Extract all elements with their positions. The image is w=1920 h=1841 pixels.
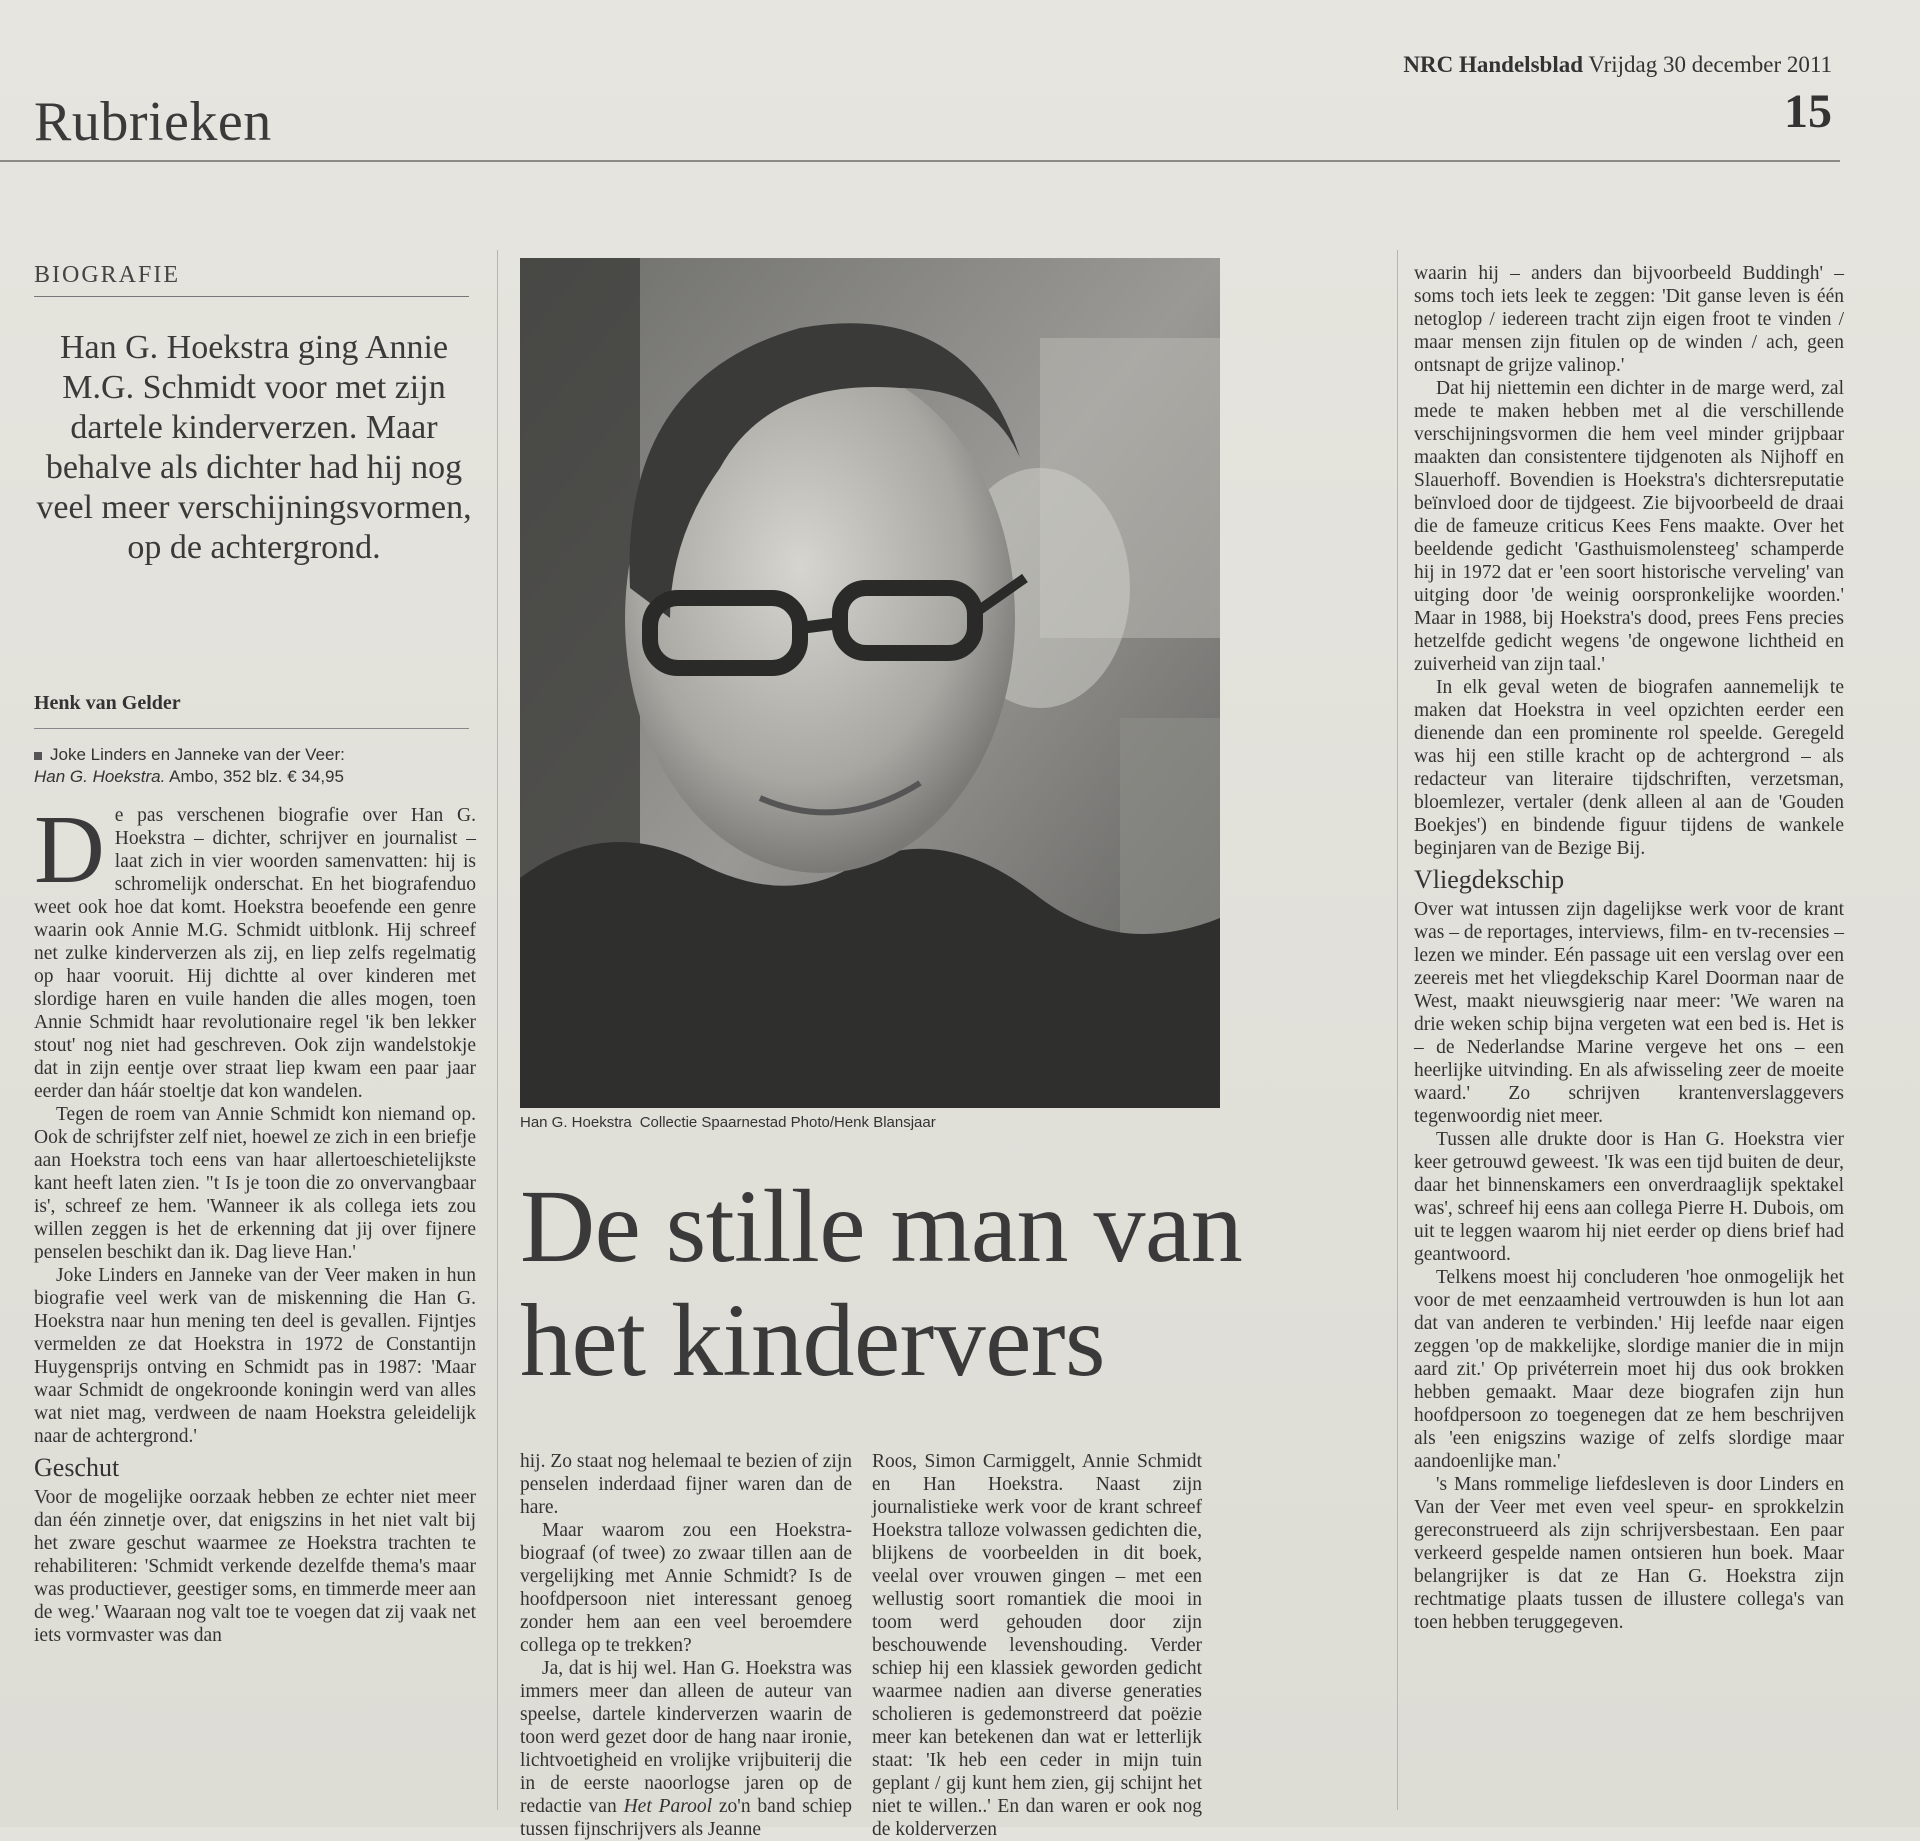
newspaper-name: NRC Handelsblad [1403,52,1583,77]
byline-rule [34,728,469,729]
paragraph: Maar waarom zou een Hoekstra-biograaf (of twee) zo zwaar tillen aan de vergelijking met Annie Schmidt? Is de hoofdpersoon niet interessant genoeg zonder hem aan een veel beroemdere collega op te trekken? [520,1520,852,1656]
paragraph: hij. Zo staat nog helemaal te bezien of zijn penselen inderdaad fijner waren dan de hare. [520,1451,852,1518]
caption-subject: Han G. Hoekstra [520,1114,632,1131]
photo-caption [520,1114,936,1131]
column-divider [497,250,498,1810]
book-info [34,744,474,788]
paragraph: Voor de mogelijke oorzaak hebben ze echter niet meer dan één zinnetje over, dat enigszins in het niet valt bij het zware geschut waarmee ze Hoekstra trachten te rehabiliteren: 'Schmidt verkende dezelfde thema's maar was productiever, geestiger soms, en timmerde meer aan de weg.' Waaraan nog valt toe te voegen dat zij vaak net iets vormvaster was dan [34,1487,476,1646]
photo-credit: Collectie Spaarnestad Photo/Henk Blansjaar [639,1114,936,1131]
masthead [1403,52,1832,78]
paragraph: In elk geval weten de biografen aannemelijk te maken dat Hoekstra in veel opzichten eerder een dienende dan een prominente rol speelde. Geregeld was hij een stille kracht op de achtergrond – als redacteur van literaire tijdschriften, verzetsman, bloemlezer, vertaler (denk alleen al aan de 'Gouden Boekjes') en bindende figuur tijdens de wankele beginjaren van de Bezige Bij. [1414,677,1844,859]
paragraph: Joke Linders en Janneke van der Veer maken in hun biografie veel werk van de miskenning die Han G. Hoekstra naar hun mening ten deel is gevallen. Fijntjes vermelden ze dat Hoekstra in 1972 de Constantijn Huygensprijs ontving en Schmidt pas in 1987: 'Maar waar Schmidt de ongekroonde koningin werd van alles wat niet mag, verdween de naam Hoekstra geleidelijk naar de achtergrond.' [34,1265,476,1447]
portrait-image-icon [520,258,1220,1108]
book-title: Han G. Hoekstra. [34,767,166,786]
paragraph: Over wat intussen zijn dagelijkse werk voor de krant was – de reportages, interviews, film- en tv-recensies – lezen we minder. Eén passage uit een verslag over een zeereis met het vliegdekschip Karel Doorman naar de West, maakt nieuwsgierig naar meer: 'We waren na drie weken schip bijna vergeten wat een bed is. Het is – de Nederlandse Marine vergeve het ons – een heerlijke uitvinding. En als afwisseling zeer de moeite waard.' Zo schrijven krantenverslaggevers tegenwoordig niet meer. [1414,899,1844,1127]
issue-date: Vrijdag 30 december 2011 [1588,52,1832,77]
paragraph: Dat hij niettemin een dichter in de marge werd, zal mede te maken hebben met al die verschillende verschijningsvormen die hem veel minder grijpbaar maakten dan consistentere tijdgenoten als Nijhoff en Slauerhoff. Bovendien is Hoekstra's dichtersreputatie beïnvloed door de tijdgeest. Zie bijvoorbeeld de draai die de fameuze criticus Kees Fens maakte. Over het beeldende gedicht 'Gasthuismolensteeg' schamperde hij in 1972 dat er 'een soort historische verveling' van uitging door 'de weinig oorspronkelijke woorden.' Maar in 1988, bij Hoekstra's dood, prees Fens precies hetzelfde gedicht wegens 'de ongewone lichtheid en zuiverheid van zijn taal.' [1414,378,1844,675]
paragraph: 's Mans rommelige liefdesleven is door Linders en Van der Veer met even veel speur- en sprokkelzin gereconstrueerd als zijn schrijversbestaan. Een paar verkeerd gespelde namen ontsieren hun boek. Maar belangrijker is dat ze Han G. Hoekstra zijn rechtmatige plaats tussen de illustere collega's van toen hebben teruggegeven. [1414,1474,1844,1633]
book-authors: Joke Linders en Janneke van der Veer: [50,745,345,764]
byline: Henk van Gelder [34,692,181,714]
kicker-rule [34,296,469,297]
paragraph: Telkens moest hij concluderen 'hoe onmogelijk het voor de met eenzaamheid vertrouwden is hun lot aan dat van anderen te verbinden.' Hij leefde naar eigen zeggen 'op de makkelijke, slordige manier die in mijn aard zit.' Op privéterrein moet hij dus ook brokken hebben gemaakt. Maar deze biografen zijn hun hoofdpersoon zo toegenegen dat ze hem beschrijven als 'een enigszins wazige of zelfs slordige maar aandoenlijke man.' [1414,1267,1844,1472]
paragraph: Ja, dat is hij wel. Han G. Hoekstra was immers meer dan alleen de auteur van speelse, dartele kinderverzen waarin de toon werd gezet door de hang naar ironie, lichtvoetigheid en vrolijke vrijbuiterij die in de eerste naoorlogse jaren op de redactie van Het Parool zo'n band schiep tussen fijnschrijvers als Jeanne [520,1658,853,1840]
column-2 [520,1450,852,1841]
section-title: Rubrieken [34,91,272,153]
column-4 [1414,262,1844,1634]
paragraph: Tegen de roem van Annie Schmidt kon niemand op. Ook de schrijfster zelf niet, hoewel ze zich in een briefje aan Hoekstra toch eens van haar allertoeschietelijkste kant heeft laten zien. "t Is je toon die zo onvervangbaar is', schreef ze hem. 'Wanneer ik als collega iets zou willen zeggen is het de erkenning dat jij over fijnere penselen beschikt dan ik. Dag lieve Han.' [34,1104,476,1263]
paragraph: Roos, Simon Carmiggelt, Annie Schmidt en Han Hoekstra. Naast zijn journalistieke werk voor de krant schreef Hoekstra talloze volwassen gedichten die, blijkens de voorbeelden in dit boek, veelal over vrouwen gingen – met een wellustig soort romantiek die mooi in toom werd gehouden door zijn beschouwende levenshouding. Verder schiep hij een klassiek geworden gedicht waarmee nadien aan diverse generaties scholieren is gedemonstreerd dat poëzie meer kan betekenen dan wat er letterlijk staat: 'Ik heb een ceder in mijn tuin geplant / gij kunt hem zien, gij schijnt het niet te willen..' En dan waren er ook nog de kolderverzen [872,1451,1202,1840]
article-kicker: BIOGRAFIE [34,262,181,288]
headline-line-1: De stille man van [520,1169,1243,1284]
subheading: Geschut [34,1453,120,1482]
column-1 [34,796,476,1647]
paragraph: waarin hij – anders dan bijvoorbeeld Buddingh' – soms toch iets leek te zeggen: 'Dit ganse leven is één netoglop / iedereen tracht zijn eigen froot te vinden / maar mensen zijn fitulen op de winden / ach, geen ontsnapt de grijze valinop.' [1414,263,1844,376]
article-intro: Han G. Hoekstra ging Annie M.G. Schmidt voor met zijn dartele kinderverzen. Maar behalve als dichter had hij nog veel meer verschijningsvormen, op de achtergrond. [36,329,472,566]
portrait-photo [520,258,1220,1108]
header-rule [0,160,1840,162]
square-bullet-icon [34,752,42,760]
column-3 [872,1450,1202,1841]
paragraph: De pas verschenen biografie over Han G. Hoekstra – dichter, schrijver en journalist – laat zich in vier woorden samenvatten: hij is schromelijk onderschat. En het biografenduo weet ook hoe dat komt. Hoekstra beoefende een genre waarin ook Annie M.G. Schmidt uitblonk. Hij schreef net zulke kinderverzen als zij, en liep zelfs regelmatig op haar vooruit. Hij dichtte al over kinderen met slordige haren en vuile handen die alles mogen, toen Annie Schmidt haar revolutionaire regel 'ik ben lekker stout' nog niet had geschreven. Ook zijn wandelstokje dat in zijn eentje over straat liep kwam een paar jaar eerder dan háár stoeltje dat kon wandelen. [34,796,476,1102]
headline [520,1170,1400,1398]
book-details: Ambo, 352 blz. € 34,95 [169,767,344,786]
subheading: Vliegdekschip [1414,865,1565,894]
headline-line-2: het kindervers [520,1283,1106,1398]
drop-cap: D [34,796,105,904]
paragraph: Tussen alle drukte door is Han G. Hoekstra vier keer getrouwd geweest. 'Ik was een tijd buiten de deur, daar het binnenskamers een onverdraaglijk spektakel was', schreef hij eens aan collega Pierre H. Dubois, om uit te leggen waarom hij niet eerder op diens brief had geantwoord. [1414,1129,1844,1265]
column-divider [1397,250,1398,1810]
page-number: 15 [1784,85,1832,138]
